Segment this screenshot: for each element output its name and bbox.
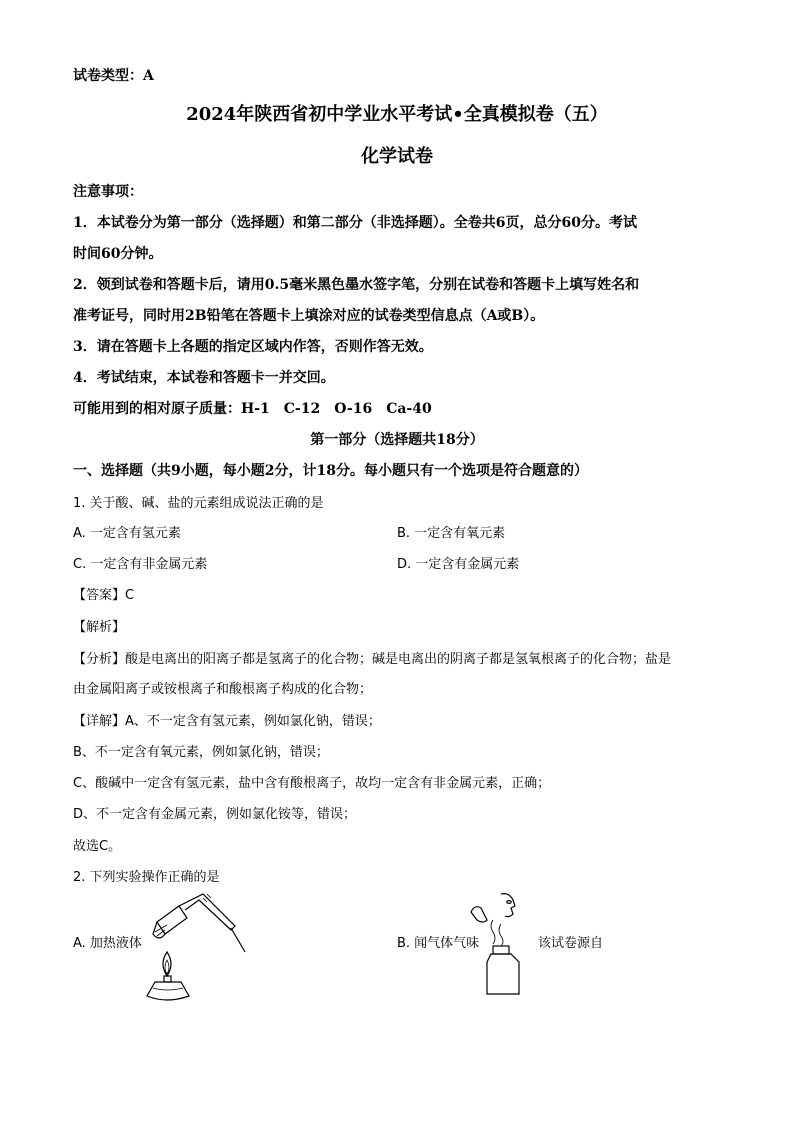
q1-analysis-tag: 【解析】: [73, 620, 126, 635]
notice-line: 准考证号，同时用2B铅笔在答题卡上填涂对应的试卷类型信息点（A或B）。: [73, 308, 545, 324]
notice-line: 4．考试结束，本试卷和答题卡一并交回。: [73, 370, 335, 386]
section-heading: 一、选择题（共9小题，每小题2分，计18分。每小题只有一个选项是符合题意的）: [73, 463, 588, 479]
q1-option-a: A. 一定含有氢元素: [73, 526, 181, 541]
q1-explanation-line: 由金属阳离子或铵根离子和酸根离子构成的化合物；: [73, 682, 373, 697]
notice-line: 时间60分钟。: [73, 246, 163, 262]
q1-explanation-line: D、不一定含有金属元素，例如氯化铵等，错误；: [73, 807, 357, 822]
notice-line: 3．请在答题卡上各题的指定区域内作答，否则作答无效。: [73, 339, 433, 355]
exam-title: 2024年陕西省初中学业水平考试•全真模拟卷（五）: [186, 104, 608, 125]
question-1-stem: 1. 关于酸、碱、盐的元素组成说法正确的是: [73, 496, 324, 511]
q1-explanation-line: 故选C。: [73, 839, 122, 854]
atomic-masses-line: 可能用到的相对原子质量：H-1 C-12 O-16 Ca-40: [73, 401, 432, 417]
part-one-heading: 第一部分（选择题共18分）: [310, 432, 484, 448]
q1-explanation-line: 【分析】酸是电离出的阳离子都是氢离子的化合物；碱是电离出的阴离子都是氢氧根离子的化合物；盐是: [73, 652, 672, 667]
q1-explanation-line: B、不一定含有氧元素，例如氯化钠，错误；: [73, 745, 329, 760]
watermark-text: 该试卷源自: [538, 936, 604, 951]
q1-option-c: C. 一定含有非金属元素: [73, 557, 208, 572]
q1-option-b: B. 一定含有氧元素: [397, 526, 506, 541]
q1-explanation-line: C、酸碱中一定含有氢元素，盐中含有酸根离子，故均一定含有非金属元素，正确；: [73, 776, 551, 791]
q1-option-d: D. 一定含有金属元素: [397, 557, 520, 572]
exam-subtitle: 化学试卷: [361, 146, 433, 167]
notice-heading: 注意事项：: [73, 184, 143, 200]
question-2-stem: 2. 下列实验操作正确的是: [73, 870, 220, 885]
smelling-gas-illustration: [465, 890, 535, 1000]
notice-line: 1．本试卷分为第一部分（选择题）和第二部分（非选择题）。全卷共6页，总分60分。考试: [73, 215, 637, 231]
exam-type-label: 试卷类型：A: [73, 68, 154, 84]
notice-line: 2．领到试卷和答题卡后，请用0.5毫米黑色墨水签字笔，分别在试卷和答题卡上填写姓名和: [73, 277, 640, 293]
heating-liquid-illustration: [145, 892, 250, 1002]
q1-answer: 【答案】C: [73, 588, 135, 603]
q2-option-a: A. 加热液体: [73, 936, 142, 951]
q1-explanation-line: 【详解】A、不一定含有氢元素，例如氯化钠，错误；: [73, 714, 381, 729]
q2-option-b: B. 闻气体气味: [397, 936, 480, 951]
